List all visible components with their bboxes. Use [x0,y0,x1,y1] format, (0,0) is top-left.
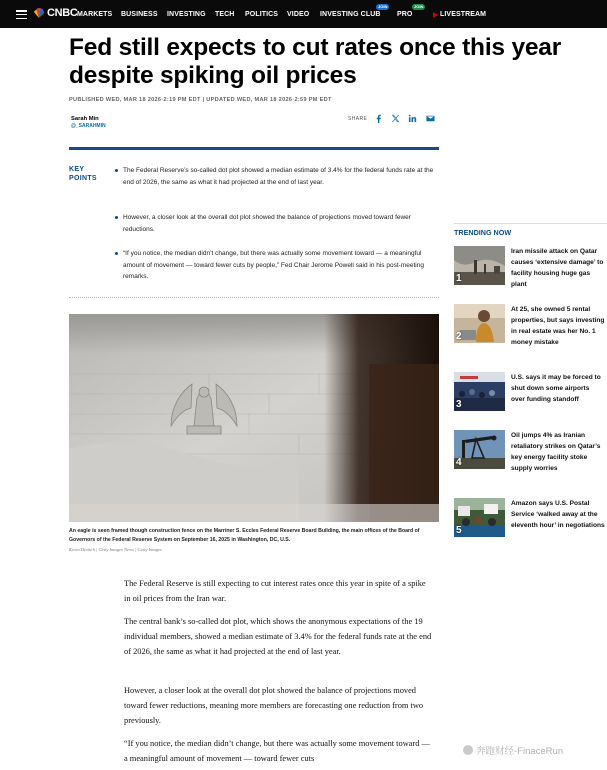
key-points-title-line1: KEY [69,166,85,173]
watermark [463,743,563,757]
pro-join-badge[interactable]: JOIN [414,4,424,9]
key-point-item: However, a closer look at the overall dot plot showed the balance of projections moved toward fewer reductions. [123,212,435,235]
trending-item[interactable] [454,430,607,486]
article-paragraph: “If you notice, the median didn’t change, but there was actually some movement toward — a meaningful amount of movement — toward fewer cuts [124,739,430,763]
trending-item[interactable] [454,372,607,428]
trending-thumbnail[interactable] [454,498,505,537]
photo-credit: Kevin Dietsch | Getty Images News | Getty Images [69,547,162,552]
trending-number: 5 [456,525,462,536]
article-photo[interactable] [69,314,439,522]
trending-now-title: TRENDING NOW [454,223,607,237]
trending-thumbnail[interactable] [454,246,505,285]
article-paragraph: The central bank’s so-called dot plot, which shows the anonymous expectations of the 19 individual members, showed a median estimate of 3.4% for the federal funds rate at the end of 2026, the same as what it had projected at the end of last year. [124,617,432,656]
logo-text: CNBC [47,7,78,19]
trending-number: 1 [456,273,462,284]
key-points-box [69,150,439,296]
trending-item[interactable] [454,246,607,302]
investing-club-join-badge[interactable]: JOIN [378,4,388,9]
key-points-divider [69,297,439,298]
eagle-photo-illustration [69,314,439,522]
facebook-icon[interactable] [373,113,383,123]
nav-video[interactable]: VIDEO [287,11,310,18]
key-points-title [69,165,97,183]
article-timestamp: PUBLISHED WED, MAR 18 2026·2:19 PM EDT | UPDATED WED, MAR 18 2026·2:59 PM EDT [69,97,332,103]
trending-item[interactable] [454,304,607,360]
key-point-item: The Federal Reserve’s so-called dot plot showed a median estimate of 3.4% for the federal funds rate at the end of 2026, the same as what it had projected at the end of last year. [123,165,435,188]
nav-tech[interactable]: TECH [215,11,235,18]
trending-item[interactable] [454,498,607,554]
trending-thumbnail[interactable] [454,304,505,343]
article-paragraph: The Federal Reserve is still expecting to cut interest rates once this year in spite of a spike in oil prices from the Iran war. [124,579,426,603]
watermark-text: 奔跑财经-FinaceRun [476,746,564,757]
trending-number: 3 [456,399,462,410]
nav-politics[interactable]: POLITICS [245,11,279,18]
nav-livestream[interactable]: LIVESTREAM [440,11,487,18]
trending-thumbnail[interactable] [454,430,505,469]
article-headline: Fed still expects to cut rates once this year despite spiking oil prices [69,34,562,89]
trending-headline[interactable]: At 25, she owned 5 rental properties, but says investing in real estate was her No. 1 money mistake [511,306,605,346]
trending-headline[interactable]: Iran missile attack on Qatar causes ‘extensive damage’ to facility housing huge gas plant [511,248,604,288]
live-play-icon [433,12,438,18]
linkedin-icon[interactable] [407,113,417,123]
nav-business[interactable]: BUSINESS [121,11,158,18]
peacock-logo-icon [33,7,45,19]
cnbc-logo[interactable] [33,7,78,19]
menu-icon[interactable] [16,10,27,19]
trending-headline[interactable]: Amazon says U.S. Postal Service ‘walked away at the eleventh hour’ in negotiations [511,500,605,529]
trending-number: 2 [456,331,462,342]
nav-investing-club[interactable]: INVESTING CLUB [320,11,381,18]
key-points-title-line2: POINTS [69,175,97,182]
photo-caption: An eagle is seen framed though construction fence on the Marriner S. Eccles Federal Reserve Board Building, the main offices of the Board of Governors of the Federal Reserve System on September 16, 2025 in Washington, DC, U.S. [69,528,420,543]
share-label: SHARE [348,116,368,122]
x-twitter-icon[interactable] [390,113,400,123]
wechat-icon [463,745,473,755]
nav-markets[interactable]: MARKETS [77,11,113,18]
trending-number: 4 [456,457,462,468]
key-point-item: “If you notice, the median didn’t change, but there was actually some movement toward — a meaningful amount of movement — toward fewer cuts by people,” Fed Chair Jerome Powell said in his post-meeting remarks. [123,248,435,283]
trending-headline[interactable]: Oil jumps 4% as Iranian retaliatory strikes on Qatar’s key energy facility stoke supply worries [511,432,601,472]
author-handle[interactable]: @_SARAHMIN [71,123,106,129]
nav-investing[interactable]: INVESTING [167,11,206,18]
email-icon[interactable] [425,113,435,123]
article-paragraph: However, a closer look at the overall dot plot showed the balance of projections moved toward fewer reductions, meaning more members are forecasting one reduction from two previously. [124,686,424,725]
nav-pro[interactable]: PRO [397,11,413,18]
trending-headline[interactable]: U.S. says it may be forced to shut down some airports over funding standoff [511,374,601,403]
author-name[interactable]: Sarah Min [71,116,99,122]
top-nav-bar [0,0,607,28]
trending-thumbnail[interactable] [454,372,505,411]
